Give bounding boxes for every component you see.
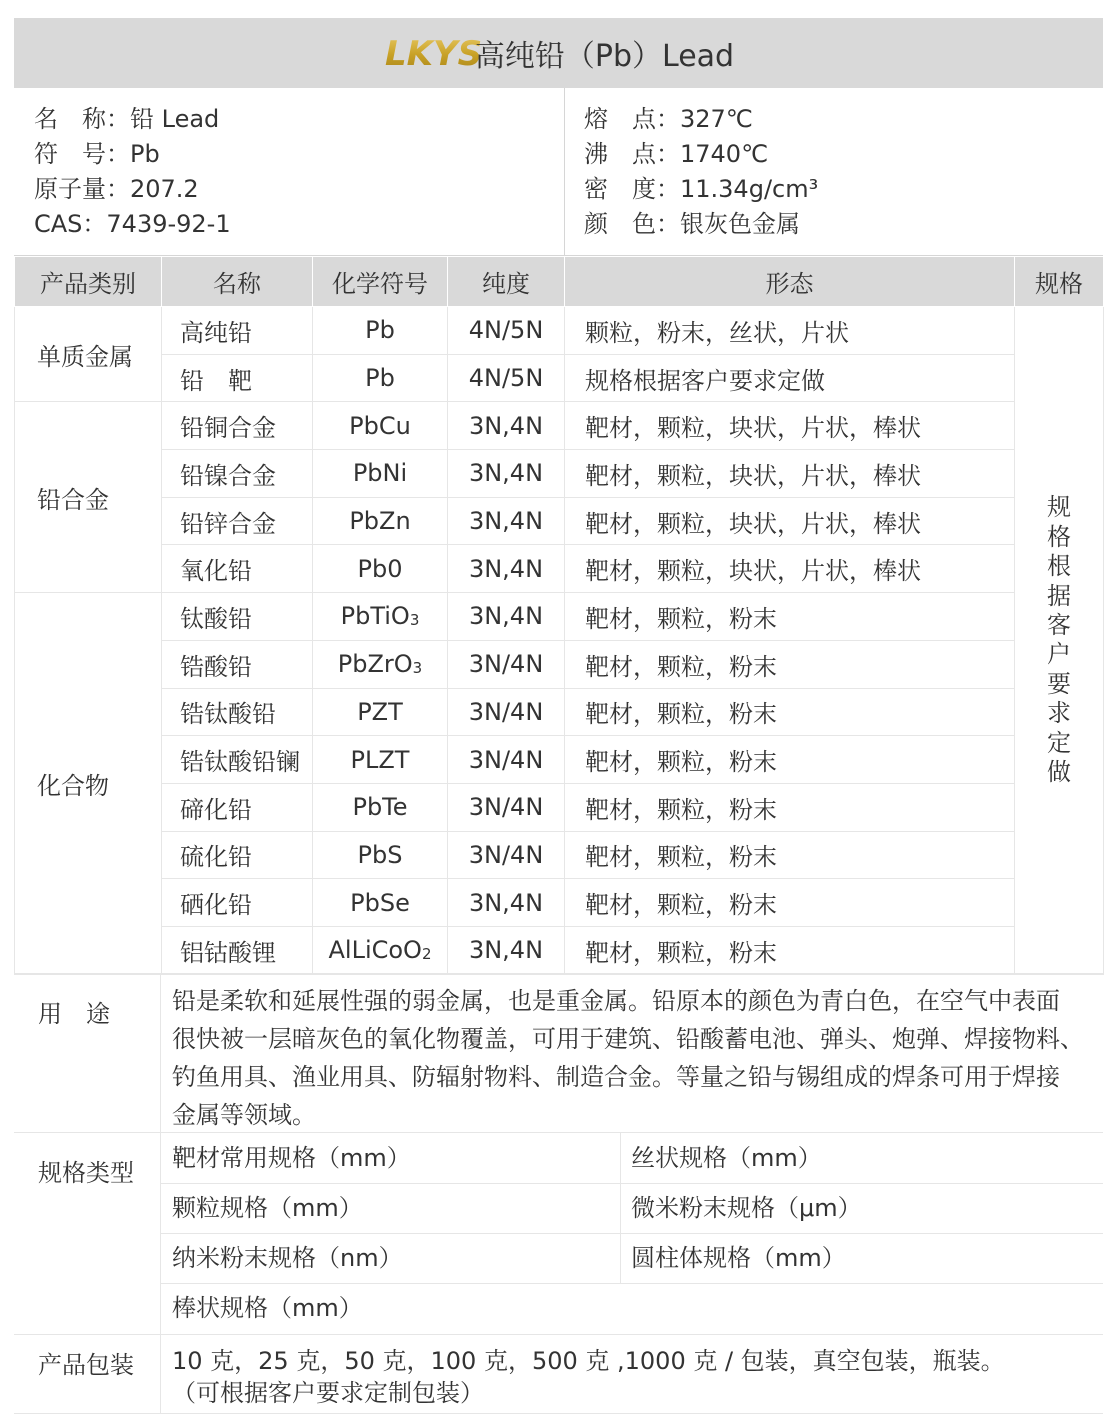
info-right [584, 102, 818, 242]
purity: 3N,4N [448, 926, 565, 974]
product-form: 靶材，颗粒，块状，片状，棒状 [565, 497, 1015, 545]
symbol-text: AlLiCoO [328, 936, 422, 965]
spec-divider [160, 1133, 161, 1335]
spec-note-char: 据 [1047, 581, 1071, 610]
symbol-text: PbNi [352, 459, 408, 488]
category-cell: 化合物 [15, 593, 162, 975]
table-row [15, 593, 1104, 641]
product-sheet [14, 18, 1103, 1414]
symbol-text: Pb [365, 364, 395, 393]
usage-line: 钓鱼用具、渔业用具、防辐射物料、制造合金。等量之铅与锡组成的焊条可用于焊接 [172, 1063, 1060, 1091]
chemical-symbol [313, 354, 448, 402]
chemical-symbol [313, 736, 448, 784]
table-row [15, 307, 1104, 355]
table-row [15, 831, 1104, 879]
purity: 3N,4N [448, 450, 565, 498]
usage-line: 很快被一层暗灰色的氧化物覆盖，可用于建筑、铅酸蓄电池、弹头、炮弹、焊接物料、 [172, 1025, 1084, 1053]
category-cell: 单质金属 [15, 307, 162, 402]
header-purity: 纯度 [448, 257, 565, 307]
chemical-symbol [313, 497, 448, 545]
symbol-text: PbZrO [337, 650, 413, 679]
spec-wire: 丝状规格（mm） [631, 1144, 822, 1172]
info-symbol: 符 号：Pb [34, 140, 160, 168]
purity: 3N,4N [448, 497, 565, 545]
chemical-symbol [313, 307, 448, 355]
info-divider [564, 88, 565, 256]
spec-note-char: 格 [1047, 522, 1071, 551]
info-boiling-point: 沸 点：1740℃ [584, 140, 769, 168]
symbol-text: Pb0 [357, 554, 403, 583]
info-cas: CAS：7439-92-1 [34, 210, 231, 238]
product-name: 铅锌合金 [162, 497, 313, 545]
info-density: 密 度：11.34g/cm³ [584, 175, 819, 203]
purity: 3N,4N [448, 402, 565, 450]
header-form: 形态 [565, 257, 1015, 307]
chemical-symbol [313, 831, 448, 879]
purity: 4N/5N [448, 354, 565, 402]
symbol-text: PbCu [349, 411, 411, 440]
info-color: 颜 色：银灰色金属 [584, 210, 800, 238]
product-form: 靶材，颗粒，粉末 [565, 640, 1015, 688]
purity: 3N,4N [448, 593, 565, 641]
spec-cylinder: 圆柱体规格（mm） [631, 1244, 846, 1272]
spec-types-section [14, 1133, 1103, 1335]
purity: 3N/4N [448, 688, 565, 736]
chemical-symbol [313, 593, 448, 641]
purity: 3N,4N [448, 545, 565, 593]
product-form: 靶材，颗粒，块状，片状，棒状 [565, 545, 1015, 593]
symbol-text: PbS [357, 840, 403, 869]
purity: 3N/4N [448, 783, 565, 831]
purity: 3N/4N [448, 640, 565, 688]
chemical-symbol [313, 783, 448, 831]
product-form: 靶材，颗粒，粉末 [565, 783, 1015, 831]
product-name: 硫化铅 [162, 831, 313, 879]
purity: 4N/5N [448, 307, 565, 355]
symbol-subscript: 3 [409, 611, 420, 630]
info-left [34, 102, 231, 242]
table-body [15, 307, 1104, 975]
info-atomic-weight: 原子量：207.2 [34, 175, 199, 203]
page-title: 高纯铅（Pb）Lead [474, 39, 735, 74]
product-name: 锆钛酸铅 [162, 688, 313, 736]
spec-note-char: 做 [1047, 757, 1071, 786]
spec-note-char: 根 [1047, 552, 1071, 581]
chemical-symbol [313, 926, 448, 974]
logo-text: LKYS [384, 34, 483, 74]
header-spec: 规格 [1015, 257, 1104, 307]
product-name: 硒化铅 [162, 879, 313, 927]
table-row [15, 545, 1104, 593]
header-name: 名称 [162, 257, 313, 307]
symbol-subscript: 3 [412, 659, 423, 678]
packaging-line-2: （可根据客户要求定制包装） [172, 1379, 484, 1407]
table-row [15, 783, 1104, 831]
symbol-text: PbTiO [340, 602, 410, 631]
usage-divider [160, 974, 161, 1134]
product-table [14, 256, 1104, 975]
chemical-symbol [313, 545, 448, 593]
pack-divider [160, 1335, 161, 1414]
header-category: 产品类别 [15, 257, 162, 307]
product-name: 高纯铅 [162, 307, 313, 355]
chemical-symbol [313, 402, 448, 450]
packaging-label: 产品包装 [38, 1351, 134, 1379]
lkys-logo [383, 33, 483, 74]
symbol-subscript: 2 [421, 945, 432, 964]
purity: 3N/4N [448, 736, 565, 784]
product-form: 靶材，颗粒，粉末 [565, 879, 1015, 927]
product-name: 铅镍合金 [162, 450, 313, 498]
purity: 3N,4N [448, 879, 565, 927]
usage-section [14, 973, 1103, 1133]
product-form: 靶材，颗粒，块状，片状，棒状 [565, 450, 1015, 498]
product-form: 靶材，颗粒，粉末 [565, 926, 1015, 974]
product-name: 氧化铅 [162, 545, 313, 593]
usage-line: 铅是柔软和延展性强的弱金属，也是重金属。铅原本的颜色为青白色，在空气中表面 [172, 987, 1060, 1015]
table-row [15, 402, 1104, 450]
table-row [15, 450, 1104, 498]
packaging-text [172, 1345, 1005, 1409]
purity: 3N/4N [448, 831, 565, 879]
table-row [15, 879, 1104, 927]
info-melting-point: 熔 点：327℃ [584, 105, 753, 133]
product-name: 锆酸铅 [162, 640, 313, 688]
chemical-symbol [313, 688, 448, 736]
spec-nano-powder: 纳米粉末规格（nm） [172, 1244, 403, 1272]
table-row [15, 736, 1104, 784]
spec-note-char: 定 [1047, 728, 1071, 757]
packaging-line-1: 10 克，25 克，50 克，100 克，500 克 ,1000 克 / 包装，真空包装，瓶装。 [172, 1347, 1005, 1375]
chemical-symbol [313, 450, 448, 498]
table-row [15, 688, 1104, 736]
spec-micron-powder: 微米粉末规格（μm） [631, 1194, 862, 1222]
product-form: 颗粒，粉末，丝状，片状 [565, 307, 1015, 355]
product-name: 铅铜合金 [162, 402, 313, 450]
product-form: 靶材，颗粒，粉末 [565, 593, 1015, 641]
title-bar [14, 18, 1103, 88]
info-name: 名 称：铅 Lead [34, 105, 220, 133]
product-name: 碲化铅 [162, 783, 313, 831]
product-name: 铝钴酸锂 [162, 926, 313, 974]
spec-note-char: 规 [1047, 493, 1071, 522]
product-name: 铅 靶 [162, 354, 313, 402]
symbol-text: PbTe [352, 793, 408, 822]
table-row [15, 497, 1104, 545]
table-row [15, 354, 1104, 402]
spec-granule: 颗粒规格（mm） [172, 1194, 363, 1222]
spec-types-label: 规格类型 [38, 1159, 134, 1187]
symbol-text: PZT [357, 697, 403, 726]
chemical-symbol [313, 879, 448, 927]
product-form: 靶材，颗粒，块状，片状，棒状 [565, 402, 1015, 450]
product-form: 靶材，颗粒，粉末 [565, 688, 1015, 736]
symbol-text: Pb [365, 316, 395, 345]
category-cell: 铅合金 [15, 402, 162, 593]
spec-note-char: 户 [1047, 640, 1071, 669]
spec-target: 靶材常用规格（mm） [172, 1144, 411, 1172]
table-row [15, 926, 1104, 974]
spec-note-char: 客 [1047, 610, 1071, 639]
product-form: 靶材，颗粒，粉末 [565, 831, 1015, 879]
table-header-row [15, 257, 1104, 307]
spec-note-char: 求 [1047, 699, 1071, 728]
header-symbol: 化学符号 [313, 257, 448, 307]
symbol-text: PbSe [350, 888, 410, 917]
symbol-text: PLZT [350, 745, 410, 774]
usage-label: 用 途 [38, 1000, 110, 1028]
spec-note-vertical [1015, 307, 1104, 975]
product-form: 靶材，颗粒，粉末 [565, 736, 1015, 784]
product-name: 锆钛酸铅镧 [162, 736, 313, 784]
spec-rod: 棒状规格（mm） [172, 1294, 363, 1322]
usage-line: 金属等领域。 [172, 1101, 316, 1129]
chemical-symbol [313, 640, 448, 688]
spec-note-char: 要 [1047, 669, 1071, 698]
product-name: 钛酸铅 [162, 593, 313, 641]
packaging-section [14, 1335, 1103, 1414]
table-row [15, 640, 1104, 688]
symbol-text: PbZn [349, 507, 411, 536]
element-info [14, 88, 1103, 256]
usage-text [172, 982, 1098, 1134]
product-form: 规格根据客户要求定做 [565, 354, 1015, 402]
